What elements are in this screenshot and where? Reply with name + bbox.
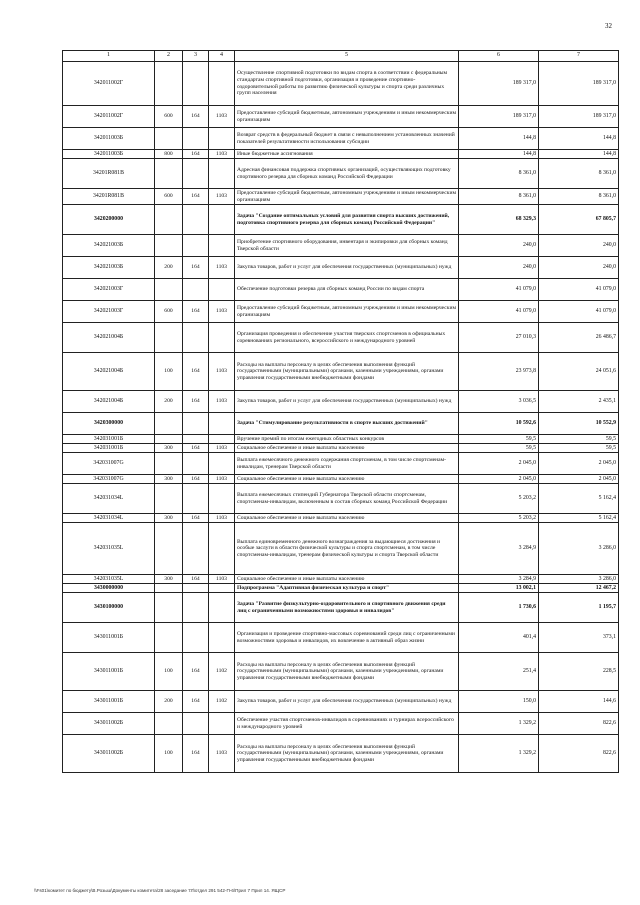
row-planned-value-cell: 41 079,0 xyxy=(459,279,539,301)
row-code-cell: 342021004Б xyxy=(63,323,155,353)
row-code-cell: 343011002Б xyxy=(63,713,155,735)
row-section-cell xyxy=(209,128,235,150)
table-row xyxy=(63,691,619,713)
table-row xyxy=(63,106,619,128)
row-executed-value-cell: 240,0 xyxy=(539,257,619,279)
row-department-cell: 164 xyxy=(183,475,209,484)
row-section-cell: 1103 xyxy=(209,475,235,484)
row-executed-value-cell: 67 805,7 xyxy=(539,205,619,235)
table-row xyxy=(63,323,619,353)
table-row xyxy=(63,128,619,150)
row-executed-value-cell: 8 361,0 xyxy=(539,159,619,189)
row-executed-value-cell: 59,5 xyxy=(539,435,619,444)
row-code-cell: 34201R081В xyxy=(63,189,155,205)
column-header: 5 xyxy=(235,51,459,62)
row-executed-value-cell: 5 162,4 xyxy=(539,514,619,523)
table-row xyxy=(63,713,619,735)
row-description-cell: Возврат средств в федеральный бюджет в связи с невыполнением установленных значений показателей результативности использования субсидии xyxy=(235,128,459,150)
row-expense-type-cell xyxy=(155,413,183,435)
row-executed-value-cell: 822,6 xyxy=(539,713,619,735)
row-section-cell: 1103 xyxy=(209,189,235,205)
row-planned-value-cell: 10 592,6 xyxy=(459,413,539,435)
row-section-cell xyxy=(209,713,235,735)
row-planned-value-cell: 1 329,2 xyxy=(459,735,539,773)
row-executed-value-cell: 24 051,6 xyxy=(539,353,619,391)
row-executed-value-cell: 8 361,0 xyxy=(539,189,619,205)
row-department-cell: 164 xyxy=(183,150,209,159)
row-expense-type-cell xyxy=(155,593,183,623)
column-header: 7 xyxy=(539,51,619,62)
row-executed-value-cell: 189 317,0 xyxy=(539,62,619,106)
row-description-cell: Расходы на выплаты персоналу в целях обеспечения выполнения функций государственными (муниципальными) органами, казенными учреждениями, органами управления государственными внебюджетными фондами xyxy=(235,653,459,691)
row-department-cell xyxy=(183,453,209,475)
table-row xyxy=(63,301,619,323)
column-header: 2 xyxy=(155,51,183,62)
row-description-cell: Иные бюджетные ассигнования xyxy=(235,150,459,159)
row-expense-type-cell: 200 xyxy=(155,691,183,713)
row-planned-value-cell: 5 203,2 xyxy=(459,514,539,523)
row-expense-type-cell xyxy=(155,128,183,150)
row-department-cell xyxy=(183,235,209,257)
row-executed-value-cell: 189 317,0 xyxy=(539,106,619,128)
table-row xyxy=(63,435,619,444)
row-section-cell xyxy=(209,279,235,301)
row-section-cell xyxy=(209,413,235,435)
row-section-cell: 1103 xyxy=(209,150,235,159)
table-row xyxy=(63,475,619,484)
table-row xyxy=(63,189,619,205)
row-department-cell xyxy=(183,484,209,514)
row-section-cell xyxy=(209,523,235,575)
row-expense-type-cell xyxy=(155,523,183,575)
row-description-cell: Задача "Создание оптимальных условий для развития спорта высших достижений, подготовка спортивного резерва для сборных команд Российской Федерации" xyxy=(235,205,459,235)
row-planned-value-cell: 59,5 xyxy=(459,435,539,444)
row-section-cell: 1103 xyxy=(209,257,235,279)
row-department-cell: 164 xyxy=(183,514,209,523)
row-code-cell: 342031007G xyxy=(63,453,155,475)
table-row xyxy=(63,584,619,593)
row-description-cell: Адресная финансовая поддержка спортивных организаций, осуществляющих подготовку спортивного резерва для сборных команд Российской Федерации xyxy=(235,159,459,189)
row-code-cell: 342031034L xyxy=(63,484,155,514)
row-code-cell: 342031035L xyxy=(63,575,155,584)
row-description-cell: Задача "Стимулирование результативности в спорте высших достижений" xyxy=(235,413,459,435)
row-expense-type-cell: 100 xyxy=(155,735,183,773)
row-section-cell xyxy=(209,484,235,514)
row-code-cell: 342021004Б xyxy=(63,391,155,413)
table-row xyxy=(63,159,619,189)
row-executed-value-cell: 12 467,2 xyxy=(539,584,619,593)
row-department-cell: 164 xyxy=(183,575,209,584)
row-description-cell: Обеспечение участия спортсменов-инвалидов в соревнованиях и турнирах всероссийского и международного уровней xyxy=(235,713,459,735)
row-department-cell: 164 xyxy=(183,653,209,691)
row-planned-value-cell: 2 045,0 xyxy=(459,475,539,484)
row-department-cell: 164 xyxy=(183,189,209,205)
row-description-cell: Предоставление субсидий бюджетным, автономным учреждениям и иным некоммерческим организациям xyxy=(235,189,459,205)
row-department-cell xyxy=(183,128,209,150)
row-planned-value-cell: 150,0 xyxy=(459,691,539,713)
row-description-cell: Выплата ежемесячных стипендий Губернатора Тверской области спортсменам, спортсменам-инвалидам, включенным в состав сборных команд Российской Федерации xyxy=(235,484,459,514)
row-code-cell: 342021003Г xyxy=(63,301,155,323)
row-executed-value-cell: 144,6 xyxy=(539,691,619,713)
row-expense-type-cell xyxy=(155,205,183,235)
row-expense-type-cell xyxy=(155,235,183,257)
row-section-cell: 1102 xyxy=(209,691,235,713)
budget-table xyxy=(62,50,619,773)
row-planned-value-cell: 401,4 xyxy=(459,623,539,653)
row-code-cell: 343011001Б xyxy=(63,653,155,691)
table-row xyxy=(63,62,619,106)
row-department-cell: 164 xyxy=(183,257,209,279)
row-section-cell xyxy=(209,593,235,623)
table-row xyxy=(63,150,619,159)
row-section-cell: 1102 xyxy=(209,653,235,691)
table-row xyxy=(63,623,619,653)
row-code-cell: 343011001Б xyxy=(63,623,155,653)
row-code-cell: 342031001Б xyxy=(63,435,155,444)
row-executed-value-cell: 3 286,0 xyxy=(539,523,619,575)
row-code-cell: 342021003Б xyxy=(63,257,155,279)
row-executed-value-cell: 5 162,4 xyxy=(539,484,619,514)
row-section-cell xyxy=(209,584,235,593)
row-executed-value-cell: 2 045,0 xyxy=(539,475,619,484)
row-expense-type-cell xyxy=(155,435,183,444)
row-department-cell xyxy=(183,323,209,353)
row-section-cell xyxy=(209,435,235,444)
row-code-cell: 3430000000 xyxy=(63,584,155,593)
row-section-cell: 1103 xyxy=(209,301,235,323)
row-executed-value-cell: 59,5 xyxy=(539,444,619,453)
row-description-cell: Социальное обеспечение и иные выплаты населению xyxy=(235,514,459,523)
row-expense-type-cell: 300 xyxy=(155,514,183,523)
row-section-cell xyxy=(209,453,235,475)
table-row xyxy=(63,279,619,301)
row-executed-value-cell: 144,8 xyxy=(539,150,619,159)
row-description-cell: Закупка товаров, работ и услуг для обеспечения государственных (муниципальных) нужд xyxy=(235,257,459,279)
row-department-cell xyxy=(183,623,209,653)
row-section-cell xyxy=(209,623,235,653)
table-row xyxy=(63,523,619,575)
table-row xyxy=(63,653,619,691)
row-expense-type-cell xyxy=(155,584,183,593)
row-expense-type-cell xyxy=(155,623,183,653)
row-department-cell xyxy=(183,62,209,106)
row-description-cell: Обеспечение подготовки резерва для сборных команд России по видам спорта xyxy=(235,279,459,301)
row-planned-value-cell: 3 036,5 xyxy=(459,391,539,413)
page-number: 32 xyxy=(605,22,612,30)
row-expense-type-cell xyxy=(155,159,183,189)
row-planned-value-cell: 13 002,1 xyxy=(459,584,539,593)
row-description-cell: Приобретение спортивного оборудования, инвентаря и экипировки для сборных команд Тверской области xyxy=(235,235,459,257)
row-planned-value-cell: 3 284,9 xyxy=(459,523,539,575)
row-code-cell: 342031007G xyxy=(63,475,155,484)
row-expense-type-cell: 600 xyxy=(155,106,183,128)
row-expense-type-cell xyxy=(155,279,183,301)
row-expense-type-cell xyxy=(155,62,183,106)
row-description-cell: Социальное обеспечение и иные выплаты населению xyxy=(235,444,459,453)
row-department-cell xyxy=(183,584,209,593)
row-planned-value-cell: 189 317,0 xyxy=(459,106,539,128)
row-section-cell: 1103 xyxy=(209,106,235,128)
column-header: 3 xyxy=(183,51,209,62)
row-code-cell: 342011003Б xyxy=(63,150,155,159)
row-code-cell: 343011002Б xyxy=(63,735,155,773)
row-planned-value-cell: 8 361,0 xyxy=(459,189,539,205)
row-section-cell xyxy=(209,159,235,189)
column-header: 4 xyxy=(209,51,235,62)
table-row xyxy=(63,235,619,257)
row-department-cell xyxy=(183,205,209,235)
row-department-cell xyxy=(183,523,209,575)
row-expense-type-cell xyxy=(155,323,183,353)
row-description-cell: Предоставление субсидий бюджетным, автономным учреждениям и иным некоммерческим организациям xyxy=(235,301,459,323)
column-header: 1 xyxy=(63,51,155,62)
row-expense-type-cell: 200 xyxy=(155,391,183,413)
row-executed-value-cell: 373,1 xyxy=(539,623,619,653)
row-code-cell: 342021003Б xyxy=(63,235,155,257)
row-planned-value-cell: 144,8 xyxy=(459,128,539,150)
row-expense-type-cell: 300 xyxy=(155,575,183,584)
row-department-cell xyxy=(183,159,209,189)
row-section-cell: 1103 xyxy=(209,514,235,523)
row-planned-value-cell: 59,5 xyxy=(459,444,539,453)
table-row xyxy=(63,353,619,391)
row-department-cell xyxy=(183,413,209,435)
row-planned-value-cell: 240,0 xyxy=(459,235,539,257)
row-department-cell xyxy=(183,435,209,444)
table-row xyxy=(63,575,619,584)
row-section-cell xyxy=(209,323,235,353)
row-department-cell: 164 xyxy=(183,106,209,128)
row-code-cell: 342011003Б xyxy=(63,128,155,150)
row-section-cell: 1103 xyxy=(209,735,235,773)
row-department-cell: 164 xyxy=(183,691,209,713)
row-description-cell: Выплата ежемесячного денежного содержания спортсменам, в том числе спортсменам-инвалидам, тренерам Тверской области xyxy=(235,453,459,475)
row-code-cell: 34201R081В xyxy=(63,159,155,189)
row-description-cell: Расходы на выплаты персоналу в целях обеспечения выполнения функций государственными (муниципальными) органами, казенными учреждениями, органами управления государственными внебюджетными фондами xyxy=(235,353,459,391)
row-section-cell xyxy=(209,205,235,235)
row-description-cell: Социальное обеспечение и иные выплаты населению xyxy=(235,575,459,584)
column-number-row xyxy=(63,51,619,62)
row-executed-value-cell: 10 552,9 xyxy=(539,413,619,435)
row-expense-type-cell xyxy=(155,484,183,514)
row-section-cell: 1103 xyxy=(209,353,235,391)
table-row xyxy=(63,257,619,279)
row-section-cell: 1103 xyxy=(209,575,235,584)
row-department-cell: 164 xyxy=(183,391,209,413)
row-executed-value-cell: 41 079,0 xyxy=(539,301,619,323)
row-department-cell: 164 xyxy=(183,735,209,773)
row-code-cell: 3420300000 xyxy=(63,413,155,435)
row-expense-type-cell: 600 xyxy=(155,189,183,205)
row-description-cell: Закупка товаров, работ и услуг для обеспечения государственных (муниципальных) нужд xyxy=(235,391,459,413)
row-section-cell: 1103 xyxy=(209,444,235,453)
row-description-cell: Выплата единовременного денежного вознаграждения за выдающиеся достижения и особые заслуги в области физической культуры и спорта спортсменам, в том числе спортсменам-инвалидам, тренерам физической культуры и спорта Тверской области xyxy=(235,523,459,575)
row-section-cell xyxy=(209,62,235,106)
row-code-cell: 342021003Г xyxy=(63,279,155,301)
row-planned-value-cell: 41 079,0 xyxy=(459,301,539,323)
table-row xyxy=(63,391,619,413)
row-department-cell: 164 xyxy=(183,444,209,453)
row-executed-value-cell: 822,6 xyxy=(539,735,619,773)
row-code-cell: 3430100000 xyxy=(63,593,155,623)
row-planned-value-cell: 8 361,0 xyxy=(459,159,539,189)
row-executed-value-cell: 41 079,0 xyxy=(539,279,619,301)
row-description-cell: Расходы на выплаты персоналу в целях обеспечения выполнения функций государственными (муниципальными) органами, казенными учреждениями, органами управления государственными внебюджетными фондами xyxy=(235,735,459,773)
row-code-cell: 342011002Г xyxy=(63,62,155,106)
row-expense-type-cell xyxy=(155,713,183,735)
row-department-cell: 164 xyxy=(183,301,209,323)
row-description-cell: Подпрограмма "Адаптивная физическая культура и спорт" xyxy=(235,584,459,593)
row-executed-value-cell: 144,8 xyxy=(539,128,619,150)
row-code-cell: 342031035L xyxy=(63,523,155,575)
table-row xyxy=(63,413,619,435)
row-planned-value-cell: 251,4 xyxy=(459,653,539,691)
table-row xyxy=(63,453,619,475)
row-description-cell: Организация и проведение спортивно-массовых соревнований среди лиц с ограниченными возможностями здоровья и инвалидов, их вовлечение в активный образ жизни xyxy=(235,623,459,653)
row-department-cell xyxy=(183,593,209,623)
table-row xyxy=(63,735,619,773)
row-description-cell: Осуществление спортивной подготовки по видам спорта в соответствии с федеральным стандартам спортивной подготовки, организация и проведение спортивно-оздоровительной работы по развитию физической культуры и спорта среди различных групп населения xyxy=(235,62,459,106)
row-department-cell: 164 xyxy=(183,353,209,391)
table-row xyxy=(63,205,619,235)
row-description-cell: Задача "Развитие физкультурно-оздоровительного и спортивного движения среди лиц с ограниченными возможностями здоровья и инвалидов" xyxy=(235,593,459,623)
row-expense-type-cell: 800 xyxy=(155,150,183,159)
row-code-cell: 342011002Г xyxy=(63,106,155,128)
row-planned-value-cell: 27 010,3 xyxy=(459,323,539,353)
row-section-cell: 1103 xyxy=(209,391,235,413)
table-row xyxy=(63,514,619,523)
row-code-cell: 342031034L xyxy=(63,514,155,523)
row-expense-type-cell: 300 xyxy=(155,475,183,484)
row-description-cell: Предоставление субсидий бюджетным, автономным учреждениям и иным некоммерческим организациям xyxy=(235,106,459,128)
row-planned-value-cell: 23 973,8 xyxy=(459,353,539,391)
row-executed-value-cell: 1 195,7 xyxy=(539,593,619,623)
row-description-cell: Организация проведения и обеспечение участия тверских спортсменов в официальных соревнованиях регионального, всероссийского и международного уровней xyxy=(235,323,459,353)
row-planned-value-cell: 1 329,2 xyxy=(459,713,539,735)
row-executed-value-cell: 3 286,0 xyxy=(539,575,619,584)
row-expense-type-cell xyxy=(155,453,183,475)
row-planned-value-cell: 189 317,0 xyxy=(459,62,539,106)
file-path-footer: \\Fs01\комитет по бюджету\В.Розыш\Документы комитета\28 заседание 7Л\отдел 291 542-П-6\Прил 7 Прил 14. ЯЩСР xyxy=(34,888,286,893)
row-department-cell xyxy=(183,279,209,301)
row-expense-type-cell: 200 xyxy=(155,257,183,279)
row-executed-value-cell: 240,0 xyxy=(539,235,619,257)
row-planned-value-cell: 144,8 xyxy=(459,150,539,159)
row-planned-value-cell: 5 203,2 xyxy=(459,484,539,514)
row-expense-type-cell: 600 xyxy=(155,301,183,323)
row-planned-value-cell: 2 045,0 xyxy=(459,453,539,475)
row-code-cell: 343011001Б xyxy=(63,691,155,713)
row-planned-value-cell: 3 284,9 xyxy=(459,575,539,584)
row-description-cell: Вручение премий по итогам ежегодных областных конкурсов xyxy=(235,435,459,444)
row-description-cell: Социальное обеспечение и иные выплаты населению xyxy=(235,475,459,484)
row-executed-value-cell: 2 045,0 xyxy=(539,453,619,475)
row-code-cell: 342021004Б xyxy=(63,353,155,391)
table-row xyxy=(63,484,619,514)
row-code-cell: 342031001Б xyxy=(63,444,155,453)
row-executed-value-cell: 2 435,1 xyxy=(539,391,619,413)
row-code-cell: 3420200000 xyxy=(63,205,155,235)
table-row xyxy=(63,593,619,623)
row-planned-value-cell: 1 730,6 xyxy=(459,593,539,623)
column-header: 6 xyxy=(459,51,539,62)
table-row xyxy=(63,444,619,453)
row-department-cell xyxy=(183,713,209,735)
row-executed-value-cell: 26 486,7 xyxy=(539,323,619,353)
row-planned-value-cell: 240,0 xyxy=(459,257,539,279)
row-expense-type-cell: 100 xyxy=(155,353,183,391)
row-description-cell: Закупка товаров, работ и услуг для обеспечения государственных (муниципальных) нужд xyxy=(235,691,459,713)
row-expense-type-cell: 100 xyxy=(155,653,183,691)
row-planned-value-cell: 68 329,3 xyxy=(459,205,539,235)
row-section-cell xyxy=(209,235,235,257)
row-executed-value-cell: 228,5 xyxy=(539,653,619,691)
row-expense-type-cell: 300 xyxy=(155,444,183,453)
